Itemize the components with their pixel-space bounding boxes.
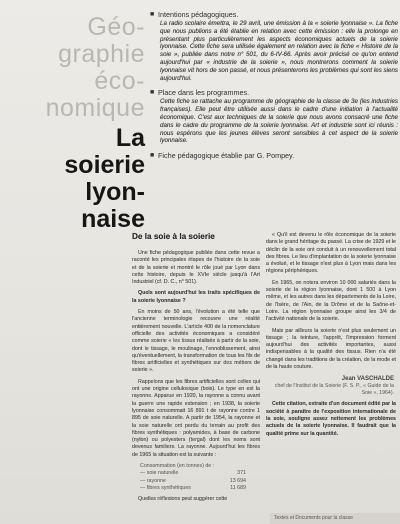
consumption-table <box>140 463 260 492</box>
title-line-6: soierie <box>64 151 145 179</box>
title-line-2: graphie <box>58 40 145 68</box>
main-title <box>5 14 145 233</box>
signature-source: chef de l'Institut de la Soierie (F. S. P., « Guide de la Soie », 1964). <box>274 383 394 397</box>
title-line-4: nomique <box>45 94 145 122</box>
bullet-icon: ■ <box>150 152 155 160</box>
place-body: Cette fiche se rattache au programme de géographie de la classe de 3e (les industries françaises). Elle peut être utilisée aussi dans le cadre d'une initiation à l'actualité économique. C'est aux techniques de la soierie que nous avons consacré une fiche dans le cadre du programme de la soierie lyonnaise. Art et industrie sont ici réunis : nous espérons que les jeunes élèves seront sensibles à cet aspect de la soierie lyonnaise. <box>160 98 398 145</box>
consumption-heading: Consommation (en tonnes) de : <box>140 463 215 470</box>
intentions-heading: ■ Intentions pédagogiques. <box>150 10 239 19</box>
paragraph: « Qu'il est devenu le rôle économique de la soierie dans le grand héritage du passé. La crise de 1929 et le déclin de la soie ont conduit à un renouvellement total des fibres. Le lieu d'implantation de la soierie lyonnaise a évolué, et le tissage n'est plus à Lyon mais dans les régions périphériques. <box>266 232 396 275</box>
bullet-icon: ■ <box>150 11 155 18</box>
intentions-body: La radio scolaire émettra, le 29 avril, une émission à la « soierie lyonnaise ». La fiche que nous publions a été établie en relation avec cette émission : elle la prolonge en présentant plus particulièrement les aspects économiques actuels de la soierie lyonnaise. Cette fiche sera utilisée également en relation avec la fiche « Histoire de la soie », publiée dans notre n° 501, du 6-IV-66. Après avoir précisé ce qu'on entend aujourd'hui par « industrie de la soierie », nous montrerons comment la soierie lyonnaise vit hors de son passé, et nous présenterons les problèmes qui sont les siens aujourd'hui. <box>160 20 398 82</box>
footer: Textes et Documents pour la classe <box>270 513 400 524</box>
title-line-3: éco- <box>94 67 145 95</box>
consumption-row: — soie naturelle 371 <box>140 470 246 477</box>
consumption-row: — fibres synthétiques 11 689 <box>140 484 246 491</box>
title-line-7: lyon- <box>85 178 145 206</box>
question: Quels sont aujourd'hui les traits spécifiques de la soierie lyonnaise ? <box>132 290 260 304</box>
intro-column <box>150 10 398 160</box>
left-column <box>132 232 260 508</box>
title-line-1: Géo- <box>87 13 145 41</box>
paragraph: En moins de 50 ans, l'évolution a été telle que l'ancienne terminologie recouvre une réalité entièrement nouvelle. L'article 400 de la nomenclature officielle des activités économiques a considéré comme soierie « les tissus réalisés à partir de la soie, dont le tissage, le moulinage, l'ennoblissement, ainsi qu'éventuellement, la transformation de tous les fils de fibres artificielles et synthétiques sur des métiers de soierie ». <box>132 309 260 374</box>
paragraph: Mais par ailleurs la soierie n'est plus seulement un tissage ; la teinture, l'apprêt, l'impression forment aujourd'hui des activités importantes, aussi indispensables à la qualité des tissus. Rien n'a été changé dans les traditions de la création, de la mode et de la haute couture. <box>266 327 396 371</box>
paragraph: Une fiche pédagogique publiée dans cette revue a raconté les principales étapes de l'histoire de la soie et de la soierie et montré le rôle joué par Lyon dans cette histoire, depuis le XVIe siècle jusqu'à l'Art Industriel (cf. D. C., n° 501). <box>132 250 260 286</box>
right-column <box>266 232 396 442</box>
paragraph: Rappelons que les fibres artificielles sont celles qui ont une origine cellulosique (bois). Le type en est la rayonne. Apparue en 1920, la rayonne a connu avant la guerre une rapide extension ; en 1938, la soierie lyonnaise consommait 16 891 t de rayonne contre 1 895 de soie naturelle. A partir de 1954, la rayonne et la soie naturelle ont perdu du terrain au profit des fibres synthétiques : polyamides, à base de carbone (nylon) ou polyesters (tergal) dont les noms sont devenus familiers. La rayonne. Aujourd'hui les fibres de 1965 la situation est la suivante : <box>132 378 260 458</box>
paragraph: Quelles réflexions peut suggérer cette <box>138 496 228 503</box>
section-subtitle: De la soie à la soierie <box>132 232 215 241</box>
title-line-8: naise <box>81 205 145 233</box>
title-line-5: La <box>115 124 145 152</box>
fiche-heading: ■ Fiche pédagogique établie par G. Pompey. <box>150 151 295 161</box>
consumption-row: — rayonne 13 694 <box>140 477 246 484</box>
place-heading: ■ Place dans les programmes. <box>150 88 250 98</box>
paragraph: En 1965, on notera environ 10 000 salariés dans la soierie de la région lyonnaise, dont 1 500 à Lyon même, et les autres dans les départements de la Loire, de l'Isère, de l'Ain, de la Drôme et de la Saône-et-Loire. La région lyonnaise groupe ainsi les 3/4 de l'activité nationale de la soierie. <box>266 279 396 323</box>
bullet-icon: ■ <box>150 89 155 97</box>
paragraph: Cette citation, extraite d'un document édité par la société à paraître de l'exposition internationale de la soie, souligne assez nettement les problèmes actuels de la soierie lyonnaise. Il faudrait que la qualité prime sur la quantité. <box>266 401 396 437</box>
signature: Jean VASCHALDE <box>341 376 394 383</box>
